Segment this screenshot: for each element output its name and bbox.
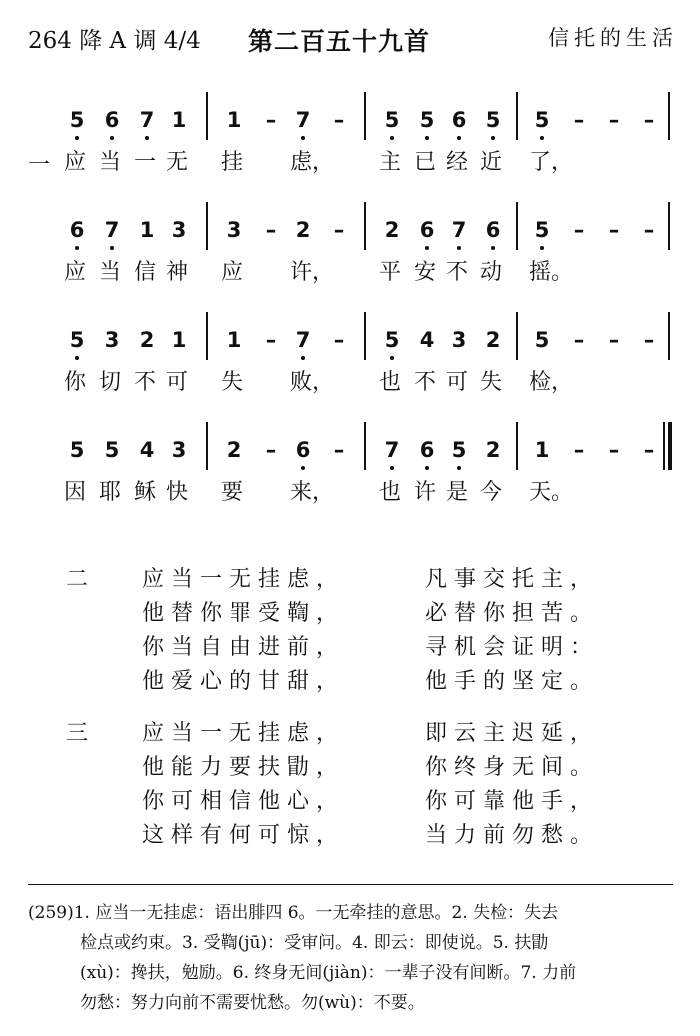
note: 7 xyxy=(295,108,311,132)
bar-line xyxy=(206,92,208,140)
low-octave-dot xyxy=(301,356,305,360)
note: 7 xyxy=(139,108,155,132)
note: 1 xyxy=(226,328,242,352)
note: 1 xyxy=(226,108,242,132)
note: 2 xyxy=(485,328,501,352)
lyric-syllable: 切 xyxy=(99,370,122,395)
header-left: 264 降 A 调 4/4 xyxy=(28,28,201,54)
note: 5 xyxy=(104,438,120,462)
lyric-syllable: 应 xyxy=(64,260,87,285)
note: 5 xyxy=(534,328,550,352)
note: 7 xyxy=(451,218,467,242)
note: 2 xyxy=(295,218,311,242)
low-octave-dot xyxy=(457,136,461,140)
note-extension: – xyxy=(265,218,277,242)
lyric-syllable: 平 xyxy=(379,260,402,285)
lyric-syllable: 检， xyxy=(529,370,574,395)
verse-line-first-half: 他能力要扶勖， xyxy=(142,755,346,780)
bar-line xyxy=(364,422,366,470)
lyric-syllable: 耶 xyxy=(99,480,122,505)
lyric-syllable: 信 xyxy=(134,260,157,285)
lyric-syllable: 当 xyxy=(99,150,122,175)
verse-line-first-half: 你可相信他心， xyxy=(142,789,346,814)
footnote-text: 1. 应当一无挂虑：语出腓四 6。一无牵挂的意思。2. 失检：失去 xyxy=(73,903,559,923)
verse-number: 二 xyxy=(66,567,89,592)
lyric-syllable: 应 xyxy=(64,150,87,175)
note-extension: – xyxy=(608,218,620,242)
footnote-line xyxy=(28,898,678,928)
low-octave-dot xyxy=(75,356,79,360)
note: 3 xyxy=(171,438,187,462)
lyric-syllable: 稣 xyxy=(134,480,157,505)
note: 4 xyxy=(139,438,155,462)
low-octave-dot xyxy=(425,246,429,250)
note: 5 xyxy=(534,218,550,242)
verse-line-second-half: 当力前勿愁。 xyxy=(425,823,600,848)
note-extension: – xyxy=(643,328,655,352)
lyric-syllable: 挂 xyxy=(221,150,244,175)
verse-line-first-half: 应当一无挂虑， xyxy=(142,721,346,746)
note-extension: – xyxy=(333,108,345,132)
low-octave-dot xyxy=(390,356,394,360)
lyric-syllable: 安 xyxy=(414,260,437,285)
lyric-syllable: 要 xyxy=(221,480,244,505)
lyric-syllable: 是 xyxy=(446,480,469,505)
final-bar-line xyxy=(668,422,672,470)
lyric-syllable: 失 xyxy=(221,370,244,395)
bar-line xyxy=(516,422,518,470)
low-octave-dot xyxy=(457,466,461,470)
low-octave-dot xyxy=(301,136,305,140)
note: 6 xyxy=(419,438,435,462)
note: 5 xyxy=(419,108,435,132)
note: 6 xyxy=(295,438,311,462)
note: 3 xyxy=(104,328,120,352)
bar-line xyxy=(206,312,208,360)
lyric-syllable: 动 xyxy=(480,260,503,285)
hymn-title: 第二百五十九首 xyxy=(248,27,431,56)
lyric-syllable: 虑， xyxy=(290,150,335,175)
lyric-syllable: 已 xyxy=(414,150,437,175)
note: 6 xyxy=(451,108,467,132)
note-extension: – xyxy=(608,328,620,352)
lyric-syllable: 不 xyxy=(446,260,469,285)
lyric-syllable: 了， xyxy=(529,150,574,175)
note: 1 xyxy=(534,438,550,462)
note: 4 xyxy=(419,328,435,352)
bar-line xyxy=(516,202,518,250)
verse-line-first-half: 这样有何可惊， xyxy=(142,823,346,848)
note-extension: – xyxy=(573,218,585,242)
verse-number: 三 xyxy=(66,721,89,746)
note-extension: – xyxy=(643,108,655,132)
note: 5 xyxy=(69,438,85,462)
lyric-syllable: 失 xyxy=(480,370,503,395)
lyric-syllable: 经 xyxy=(446,150,469,175)
verse-line-second-half: 凡事交托主， xyxy=(425,567,600,592)
lyric-syllable: 无 xyxy=(166,150,189,175)
bar-line xyxy=(364,202,366,250)
footnote-line: (xù)：搀扶，勉励。6. 终身无间(jiàn)：一辈子没有间断。7. 力前 xyxy=(80,963,577,983)
note-extension: – xyxy=(333,218,345,242)
note-extension: – xyxy=(265,328,277,352)
note: 6 xyxy=(69,218,85,242)
lyric-syllable: 应 xyxy=(221,260,244,285)
note: 5 xyxy=(485,108,501,132)
low-octave-dot xyxy=(540,246,544,250)
low-octave-dot xyxy=(145,136,149,140)
low-octave-dot xyxy=(75,136,79,140)
bar-line xyxy=(668,202,670,250)
note: 5 xyxy=(451,438,467,462)
lyric-syllable: 天。 xyxy=(529,480,574,505)
verse-line-second-half: 寻机会证明： xyxy=(425,635,600,660)
note: 7 xyxy=(384,438,400,462)
lyric-syllable: 快 xyxy=(166,480,189,505)
bar-line xyxy=(668,312,670,360)
verse-marker: 一 xyxy=(28,153,51,178)
lyric-syllable: 神 xyxy=(166,260,189,285)
note: 3 xyxy=(226,218,242,242)
note-extension: – xyxy=(608,438,620,462)
verse-line-second-half: 他手的坚定。 xyxy=(425,669,600,694)
verse-line-first-half: 应当一无挂虑， xyxy=(142,567,346,592)
low-octave-dot xyxy=(75,246,79,250)
bar-line xyxy=(364,92,366,140)
lyric-syllable: 也 xyxy=(379,370,402,395)
note-extension: – xyxy=(265,438,277,462)
lyric-syllable: 一 xyxy=(134,150,157,175)
low-octave-dot xyxy=(425,466,429,470)
verse-line-first-half: 他替你罪受鞫， xyxy=(142,601,346,626)
verse-line-first-half: 你当自由进前， xyxy=(142,635,346,660)
footnote-ref: (259) xyxy=(28,903,74,923)
lyric-syllable: 今 xyxy=(480,480,503,505)
staff-row xyxy=(0,100,700,200)
note-extension: – xyxy=(573,328,585,352)
lyric-syllable: 可 xyxy=(446,370,469,395)
low-octave-dot xyxy=(301,466,305,470)
staff-row xyxy=(0,430,700,530)
note: 1 xyxy=(139,218,155,242)
note: 6 xyxy=(485,218,501,242)
note: 1 xyxy=(171,108,187,132)
hymn-theme: 信托的生活 xyxy=(548,26,678,50)
lyric-syllable: 败， xyxy=(290,370,335,395)
staff-row xyxy=(0,320,700,420)
verse-line-first-half: 他爱心的甘甜， xyxy=(142,669,346,694)
note: 6 xyxy=(419,218,435,242)
lyric-syllable: 不 xyxy=(134,370,157,395)
lyric-syllable: 许 xyxy=(414,480,437,505)
bar-line xyxy=(206,202,208,250)
low-octave-dot xyxy=(390,466,394,470)
bar-line xyxy=(364,312,366,360)
bar-line xyxy=(663,422,665,470)
note: 2 xyxy=(139,328,155,352)
note-extension: – xyxy=(333,328,345,352)
lyric-syllable: 许， xyxy=(290,260,335,285)
note-extension: – xyxy=(265,108,277,132)
lyric-syllable: 也 xyxy=(379,480,402,505)
low-octave-dot xyxy=(491,246,495,250)
note-extension: – xyxy=(608,108,620,132)
footnote-line: 检点或约束。3. 受鞫(jū)：受审问。4. 即云：即使说。5. 扶勖 xyxy=(80,933,549,953)
note: 1 xyxy=(171,328,187,352)
lyric-syllable: 近 xyxy=(480,150,503,175)
note-extension: – xyxy=(573,108,585,132)
footnote-line: 勿愁：努力向前不需要忧愁。勿(wù)：不要。 xyxy=(80,993,425,1013)
note: 2 xyxy=(384,218,400,242)
lyric-syllable: 来， xyxy=(290,480,335,505)
lyric-syllable: 主 xyxy=(379,150,402,175)
note: 7 xyxy=(104,218,120,242)
note-extension: – xyxy=(333,438,345,462)
note: 5 xyxy=(384,108,400,132)
bar-line xyxy=(206,422,208,470)
low-octave-dot xyxy=(491,136,495,140)
note: 7 xyxy=(295,328,311,352)
low-octave-dot xyxy=(425,136,429,140)
lyric-syllable: 因 xyxy=(64,480,87,505)
note: 5 xyxy=(384,328,400,352)
lyric-syllable: 摇。 xyxy=(529,260,574,285)
low-octave-dot xyxy=(457,246,461,250)
note: 6 xyxy=(104,108,120,132)
note: 2 xyxy=(485,438,501,462)
note-extension: – xyxy=(573,438,585,462)
lyric-syllable: 不 xyxy=(414,370,437,395)
note: 3 xyxy=(451,328,467,352)
note-extension: – xyxy=(643,218,655,242)
low-octave-dot xyxy=(110,136,114,140)
note-extension: – xyxy=(643,438,655,462)
note: 2 xyxy=(226,438,242,462)
note: 5 xyxy=(534,108,550,132)
verse-line-second-half: 你终身无间。 xyxy=(425,755,600,780)
staff-row xyxy=(0,210,700,310)
note: 5 xyxy=(69,328,85,352)
lyric-syllable: 当 xyxy=(99,260,122,285)
verse-line-second-half: 即云主迟延， xyxy=(425,721,600,746)
footnote xyxy=(28,898,678,1018)
note: 3 xyxy=(171,218,187,242)
note: 5 xyxy=(69,108,85,132)
footnote-divider xyxy=(28,884,673,885)
low-octave-dot xyxy=(390,136,394,140)
verse-line-second-half: 你可靠他手， xyxy=(425,789,600,814)
verse-line-second-half: 必替你担苦。 xyxy=(425,601,600,626)
lyric-syllable: 你 xyxy=(64,370,87,395)
low-octave-dot xyxy=(540,136,544,140)
low-octave-dot xyxy=(110,246,114,250)
bar-line xyxy=(516,312,518,360)
bar-line xyxy=(516,92,518,140)
bar-line xyxy=(668,92,670,140)
lyric-syllable: 可 xyxy=(166,370,189,395)
